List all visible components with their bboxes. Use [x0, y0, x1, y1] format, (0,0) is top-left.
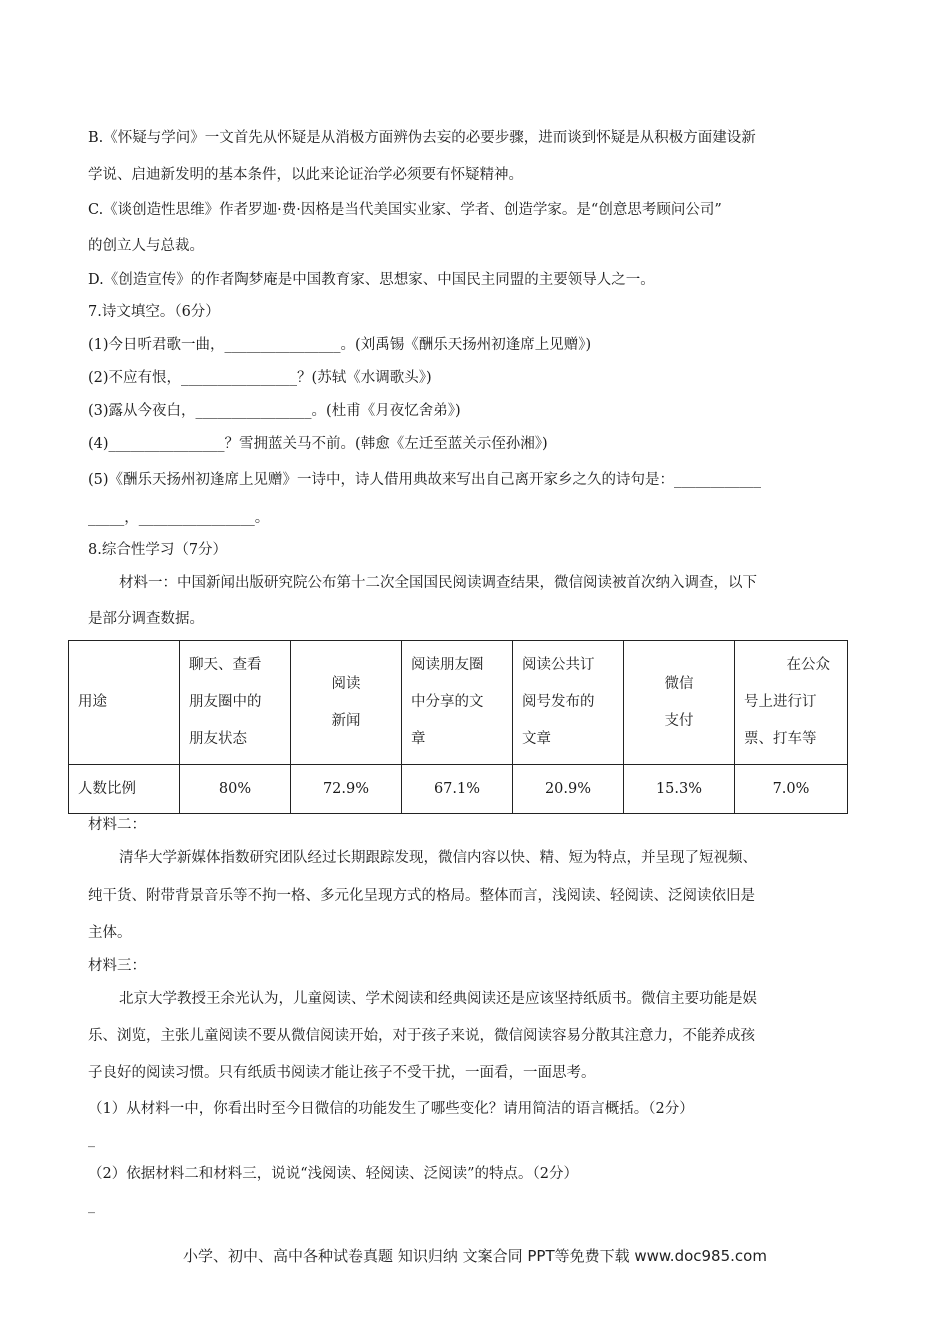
poem-blank-2: (2)不应有恨，________________？(苏轼《水调歌头》) [88, 370, 432, 386]
table-cell: 15.3% [624, 765, 735, 814]
material-2-line3: 主体。 [88, 925, 132, 941]
answer-line-2[interactable]: _ [88, 1198, 95, 1214]
table-header-row [69, 641, 848, 765]
answer-line-1[interactable]: _ [88, 1132, 95, 1148]
table-header-label: 用途 [69, 641, 180, 765]
option-c-line2: 的创立人与总裁。 [88, 238, 204, 254]
material-1-line2: 是部分调查数据。 [88, 611, 204, 627]
survey-table [68, 640, 848, 814]
material-2-title: 材料二： [88, 817, 146, 833]
question-8-title: 8.综合性学习（7分） [88, 542, 228, 558]
table-header-cell: 微信 支付 [624, 641, 735, 765]
sub-question-1: （1）从材料一中，你看出时至今日微信的功能发生了哪些变化？请用简洁的语言概括。（2分） [88, 1101, 694, 1117]
question-7-title: 7.诗文填空。（6分） [88, 304, 220, 320]
option-c-line1: C.《谈创造性思维》作者罗迦·费·因格是当代美国实业家、学者、创造学家。是“创意思考顾问公司” [88, 202, 722, 218]
table-cell: 80% [180, 765, 291, 814]
material-2-line1: 清华大学新媒体指数研究团队经过长期跟踪发现，微信内容以快、精、短为特点，并呈现了短视频、 [119, 850, 757, 866]
material-3-line1: 北京大学教授王余光认为，儿童阅读、学术阅读和经典阅读还是应该坚持纸质书。微信主要功能是娱 [119, 991, 757, 1007]
poem-blank-3: (3)露从今夜白，________________。(杜甫《月夜忆舍弟》) [88, 403, 461, 419]
page-footer: 小学、初中、高中各种试卷真题 知识归纳 文案合同 PPT等免费下载 www.doc985.com [183, 1247, 767, 1265]
material-3-title: 材料三： [88, 958, 146, 974]
table-cell: 67.1% [402, 765, 513, 814]
poem-blank-5-line2: _____，________________。 [88, 510, 270, 526]
table-header-cell: 阅读公共订 阅号发布的 文章 [513, 641, 624, 765]
material-3-line3: 子良好的阅读习惯。只有纸质书阅读才能让孩子不受干扰，一面看，一面思考。 [88, 1065, 596, 1081]
sub-question-2: （2）依据材料二和材料三，说说“浅阅读、轻阅读、泛阅读”的特点。（2分） [88, 1166, 579, 1182]
poem-blank-4: (4)________________？雪拥蓝关马不前。(韩愈《左迁至蓝关示侄孙湘》) [88, 436, 548, 452]
poem-blank-5-line1: (5)《酬乐天扬州初逢席上见赠》一诗中，诗人借用典故来写出自己离开家乡之久的诗句是：____________ [88, 472, 762, 488]
option-b-line1: B.《怀疑与学问》一文首先从怀疑是从消极方面辨伪去妄的必要步骤，进而谈到怀疑是从积极方面建设新 [88, 130, 756, 146]
table-header-cell: 阅读朋友圈 中分享的文 章 [402, 641, 513, 765]
material-2-line2: 纯干货、附带背景音乐等不拘一格、多元化呈现方式的格局。整体而言，浅阅读、轻阅读、泛阅读依旧是 [88, 888, 755, 904]
table-header-cell: 聊天、查看 朋友圈中的 朋友状态 [180, 641, 291, 765]
material-3-line2: 乐、浏览，主张儿童阅读不要从微信阅读开始，对于孩子来说，微信阅读容易分散其注意力，不能养成孩 [88, 1028, 755, 1044]
table-header-cell: 阅读 新闻 [291, 641, 402, 765]
table-row [69, 765, 848, 814]
option-d-line: D.《创造宣传》的作者陶梦庵是中国教育家、思想家、中国民主同盟的主要领导人之一。 [88, 272, 655, 288]
table-cell: 20.9% [513, 765, 624, 814]
poem-blank-1: (1)今日听君歌一曲，________________。(刘禹锡《酬乐天扬州初逢席上见赠》) [88, 337, 592, 353]
material-1-line1: 材料一：中国新闻出版研究院公布第十二次全国国民阅读调查结果，微信阅读被首次纳入调查，以下 [119, 575, 757, 591]
option-b-line2: 学说、启迪新发明的基本条件，以此来论证治学必须要有怀疑精神。 [88, 167, 523, 183]
table-row-label: 人数比例 [69, 765, 180, 814]
table-cell: 72.9% [291, 765, 402, 814]
table-header-cell: 在公众 号上进行订 票、打车等 [735, 641, 848, 765]
table-cell: 7.0% [735, 765, 848, 814]
